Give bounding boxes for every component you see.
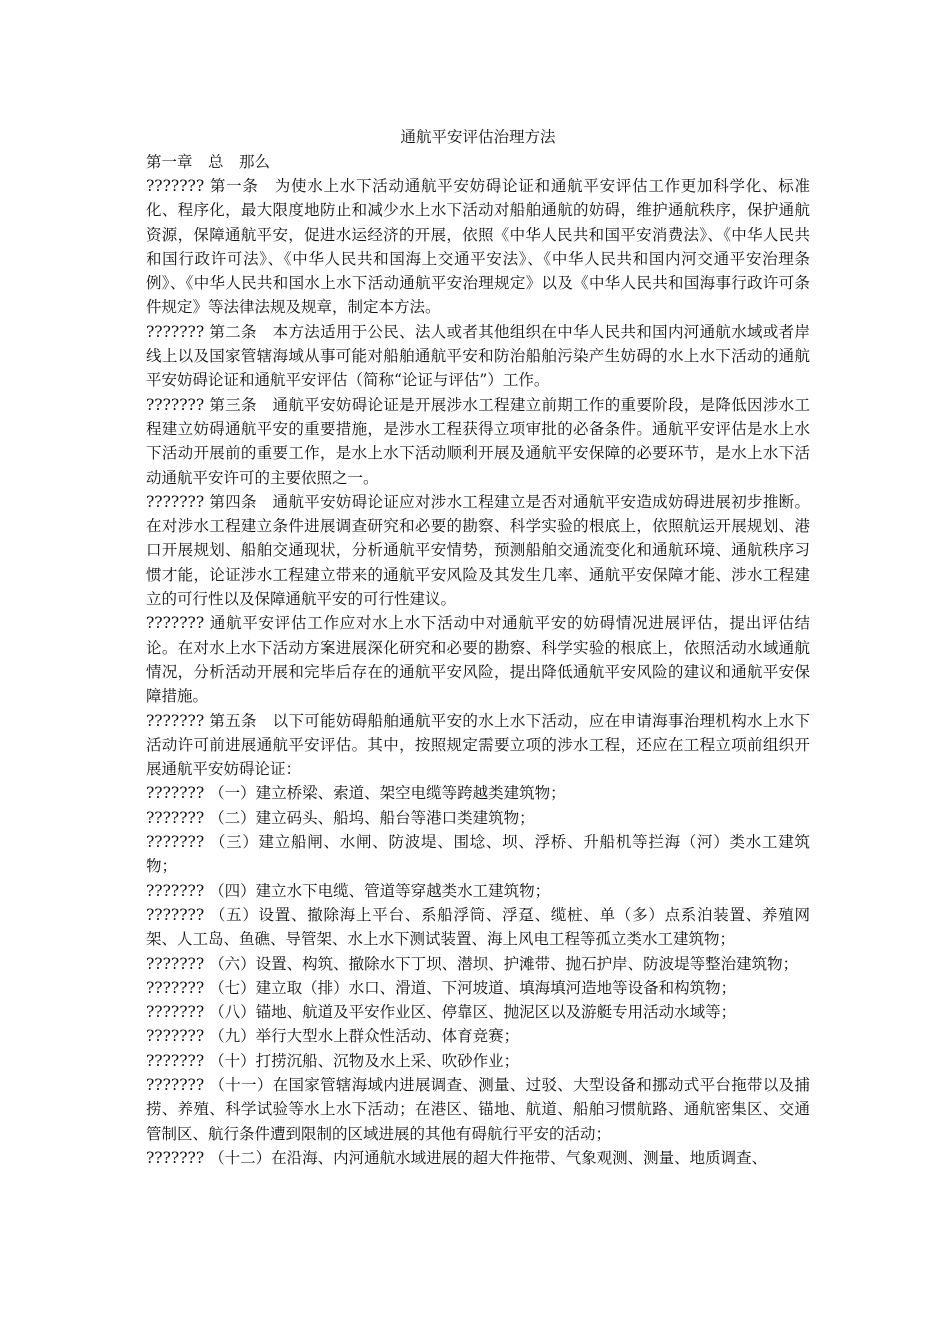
list-item-6: ??????? （六）设置、构筑、撤除水下丁坝、潜坝、护滩带、抛石护岸、防波堤等整治建筑物； <box>146 954 799 973</box>
list-item-9: ??????? （九）举行大型水上群众性活动、体育竞赛； <box>146 1027 520 1046</box>
list-item-2: ??????? （二）建立码头、船坞、船台等港口类建筑物； <box>146 808 535 827</box>
article-5-paragraph: ??????? 第五条 以下可能妨碍船舶通航平安的水上水下活动，应在申请海事治理机构水上水下活动许可前进展通航平安评估。其中，按照规定需要立项的涉水工程，还应在工程立项前组织开展通航平安妨碍论证： <box>146 711 810 779</box>
list-item-3: ??????? （三）建立船闸、水闸、防波堤、围埝、坝、浮桥、升船机等拦海（河）类水工建筑物； <box>146 833 810 876</box>
list-item-11: ??????? （十一）在国家管辖海域内进展调查、测量、过驳、大型设备和挪动式平台拖带以及捕捞、养殖、科学试验等水上水下活动；在港区、锚地、航道、船舶习惯航路、通航密集区、交通管制区、航行条件遭到限制的区域进展的其他有碍航行平安的活动； <box>146 1075 810 1143</box>
article-2-paragraph: ??????? 第二条 本方法适用于公民、法人或者其他组织在中华人民共和国内河通航水域或者岸线上以及国家管辖海域从事可能对船舶通航平安和防治船舶污染产生妨碍的水上水下活动的通航平安妨碍论证和通航平安评估（简称“论证与评估”）工作。 <box>146 322 810 390</box>
document-page <box>146 124 810 1170</box>
article-3-paragraph: ??????? 第三条 通航平安妨碍论证是开展涉水工程建立前期工作的重要阶段，是降低因涉水工程建立妨碍通航平安的重要措施，是涉水工程获得立项审批的必备条件。通航平安评估是水上水下活动开展前的重要工作，是水上水下活动顺利开展及通航平安保障的必要环节，是水上水下活动通航平安许可的主要依照之一。 <box>146 395 810 487</box>
list-item-5: ??????? （五）设置、撤除海上平台、系船浮筒、浮趸、缆桩、单（多）点系泊装置、养殖网架、人工岛、鱼礁、导管架、水上水下测试装置、海上风电工程等孤立类水工建筑物； <box>146 905 810 949</box>
list-item-10: ??????? （十）打捞沉船、沉物及水上采、吹砂作业； <box>146 1051 520 1070</box>
article-4-continuation-paragraph: ??????? 通航平安评估工作应对水上水下活动中对通航平安的妨碍情况进展评估，提出评估结论。在对水上水下活动方案进展深化研究和必要的勘察、科学实验的根底上，依照活动水域通航情况，分析活动开展和完毕后存在的通航平安风险，提出降低通航平安风险的建议和通航平安保障措施。 <box>146 614 810 706</box>
article-1-paragraph: ??????? 第一条 为使水上水下活动通航平安妨碍论证和通航平安评估工作更加科学化、标准化、程序化，最大限度地防止和减少水上水下活动对船舶通航的妨碍，维护通航秩序，保护通航资源，保障通航平安，促进水运经济的开展，依照《中华人民共和国平安消费法》、《中华人民共和国行政许可法》、《中华人民共和国海上交通平安法》、《中华人民共和国内河交通平安治理条例》、《中华人民共和国水上水下活动通航平安治理规定》以及《中华人民共和国海事行政许可条件规定》等法律法规及规章，制定本方法。 <box>146 177 810 317</box>
list-item-4: ??????? （四）建立水下电缆、管道等穿越类水工建筑物； <box>146 881 551 900</box>
list-item-12: ??????? （十二）在沿海、内河通航水域进展的超大件拖带、气象观测、测量、地质调查、 <box>146 1148 768 1167</box>
article-4-paragraph: ??????? 第四条 通航平安妨碍论证应对涉水工程建立是否对通航平安造成妨碍进展初步推断。在对涉水工程建立条件进展调查研究和必要的勘察、科学实验的根底上，依照航运开展规划、港口开展规划、船舶交通现状，分析通航平安情势，预测船舶交通流变化和通航环境、通航秩序习惯才能，论证涉水工程建立带来的通航平安风险及其发生几率、通航平安保障才能、涉水工程建立的可行性以及保障通航平安的可行性建议。 <box>146 492 810 609</box>
list-item-7: ??????? （七）建立取（排）水口、滑道、下河坡道、填海填河造地等设备和构筑物； <box>146 978 737 997</box>
chapter-heading: 第一章 总 那么 <box>146 153 271 171</box>
list-item-1: ??????? （一）建立桥梁、索道、架空电缆等跨越类建筑物； <box>146 784 566 803</box>
list-item-8: ??????? （八）锚地、航道及平安作业区、停靠区、抛泥区以及游艇专用活动水域等； <box>146 1003 737 1022</box>
document-title: 通航平安评估治理方法 <box>400 128 556 146</box>
